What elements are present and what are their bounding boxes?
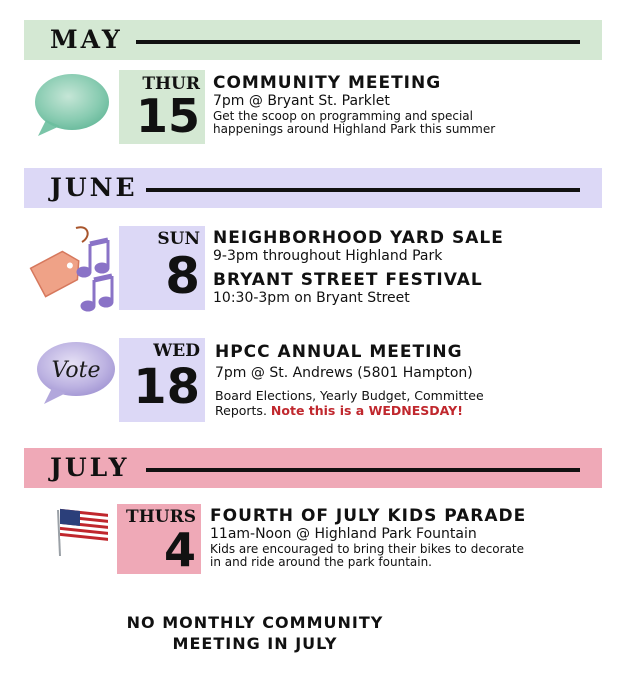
event-fourth-of-july-parade [210,506,530,569]
month-band-may [24,20,602,60]
footer-line-2: MEETING IN JULY [172,634,338,653]
speech-bubble-icon [30,70,112,140]
event-time-location: 7pm @ Bryant St. Parklet [213,93,390,109]
event-title: FOURTH OF JULY KIDS PARADE [210,506,527,526]
month-rule [136,40,580,44]
event-time-location: 9-3pm throughout Highland Park [213,248,443,264]
vote-bubble-icon [32,338,118,408]
event-title: COMMUNITY MEETING [213,73,442,93]
day-number: 8 [165,247,200,305]
month-rule [146,188,580,192]
event-hpcc-annual-meeting [215,342,515,418]
event-time-location: 7pm @ St. Andrews (5801 Hampton) [215,365,473,381]
price-tag-music-icon [22,224,122,316]
footer-line-1: NO MONTHLY COMMUNITY [126,613,384,632]
day-of-week: SUN [157,229,200,249]
month-rule [146,468,580,472]
month-heading: JUNE [50,173,138,202]
day-number: 18 [133,359,200,415]
day-of-week: WED [153,341,200,361]
day-of-week: THURS [126,507,196,527]
event-time-location-2: 10:30-3pm on Bryant Street [213,290,410,306]
event-time-location: 11am-Noon @ Highland Park Fountain [210,526,477,542]
date-box-june-18 [119,338,205,422]
day-of-week: THUR [142,74,200,94]
month-heading: MAY [50,25,123,54]
day-number: 15 [135,89,200,143]
footer-note [100,612,410,654]
month-band-july [24,448,602,488]
event-description [215,388,515,418]
event-description: Get the scoop on programming and special happenings around Highland Park this summer [213,109,496,136]
event-community-meeting [213,73,543,136]
event-title: HPCC ANNUAL MEETING [215,342,463,362]
date-box-may-15 [119,70,205,144]
event-yard-sale-and-festival [213,228,504,307]
event-alert-note: Note this is a WEDNESDAY! [270,403,463,418]
event-title-2: BRYANT STREET FESTIVAL [213,270,483,290]
event-title: NEIGHBORHOOD YARD SALE [213,228,504,248]
date-box-june-8 [119,226,205,310]
month-heading: JULY [50,453,130,482]
month-band-june [24,168,602,208]
day-number: 4 [163,523,196,577]
event-description: Kids are encouraged to bring their bikes to decorate in and ride around the park fountain. [210,542,525,569]
american-flag-icon [52,504,112,558]
date-box-july-4 [117,504,201,577]
vote-icon-text: Vote [51,358,101,383]
event-description-text: Board Elections, Yearly Budget, Committee Reports. [215,388,484,418]
